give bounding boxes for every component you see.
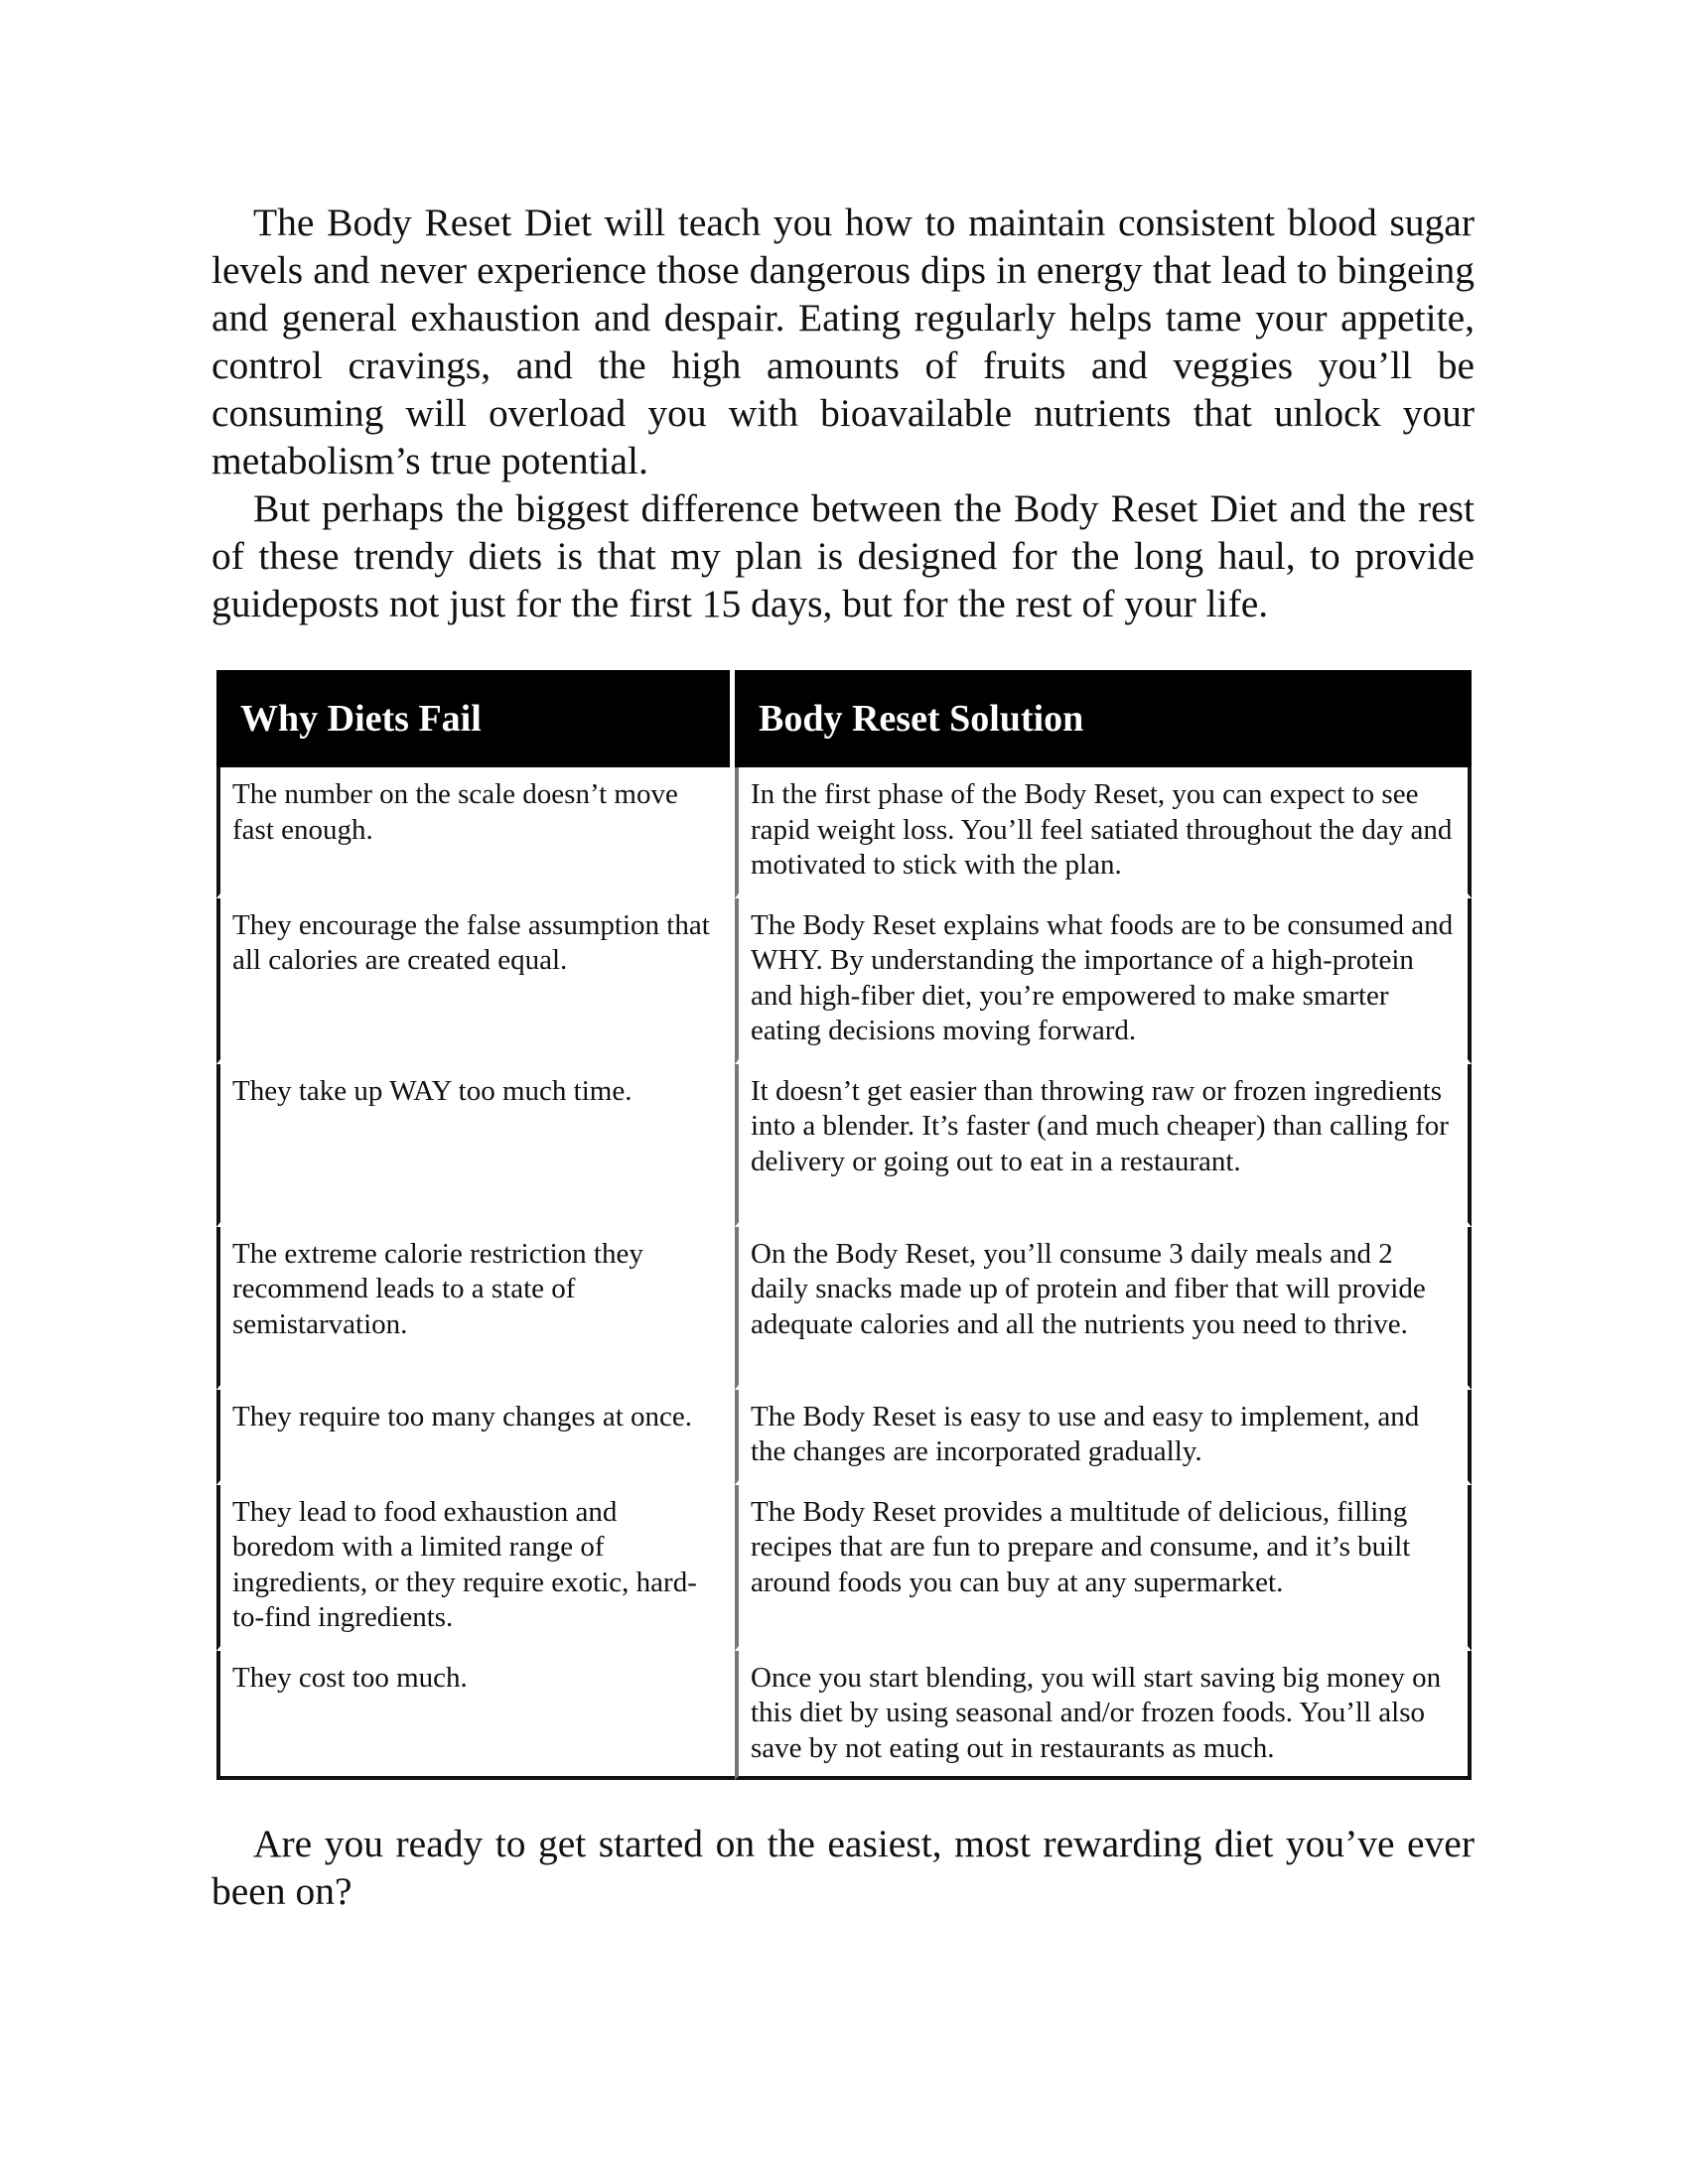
- intro-text: [211, 199, 1475, 627]
- fail-cell: They cost too much.: [216, 1651, 735, 1781]
- comparison-table: [216, 670, 1472, 1780]
- solution-cell: The Body Reset provides a multitude of delicious, filling recipes that are fun to prepare and consume, and it’s built around foods you can buy at any supermarket.: [735, 1485, 1472, 1651]
- solution-cell: The Body Reset explains what foods are to be consumed and WHY. By understanding the importance of a high-protein and high-fiber diet, you’re empowered to make smarter eating decisions moving forward.: [735, 898, 1472, 1064]
- fail-cell: The number on the scale doesn’t move fast enough.: [216, 767, 735, 898]
- table-row: [216, 1227, 1472, 1390]
- table-row: [216, 898, 1472, 1064]
- table-row: [216, 1485, 1472, 1651]
- fail-cell: They take up WAY too much time.: [216, 1064, 735, 1227]
- solution-cell: Once you start blending, you will start saving big money on this diet by using seasonal and/or frozen foods. You’ll also save by not eating out in restaurants as much.: [735, 1651, 1472, 1781]
- header-why-diets-fail: Why Diets Fail: [216, 670, 735, 767]
- solution-cell: On the Body Reset, you’ll consume 3 daily meals and 2 daily snacks made up of protein and fiber that will provide adequate calories and all the nutrients you need to thrive.: [735, 1227, 1472, 1390]
- table-row: [216, 1064, 1472, 1227]
- closing-text: [211, 1820, 1475, 1915]
- closing-paragraph: Are you ready to get started on the easiest, most rewarding diet you’ve ever been on?: [211, 1822, 1475, 1913]
- intro-paragraph-1: The Body Reset Diet will teach you how to maintain consistent blood sugar levels and never experience those dangerous dips in energy that lead to bingeing and general exhaustion and despair. Eating regularly helps tame your appetite, control cravings, and the high amounts of fruits and veggies you’ll be consuming will overload you with bioavailable nutrients that unlock your metabolism’s true potential.: [211, 201, 1475, 482]
- solution-cell: In the first phase of the Body Reset, you can expect to see rapid weight loss. You’ll feel satiated throughout the day and motivated to stick with the plan.: [735, 767, 1472, 898]
- solution-cell: It doesn’t get easier than throwing raw or frozen ingredients into a blender. It’s faster (and much cheaper) than calling for delivery or going out to eat in a restaurant.: [735, 1064, 1472, 1227]
- fail-cell: They lead to food exhaustion and boredom with a limited range of ingredients, or they require exotic, hard-to-find ingredients.: [216, 1485, 735, 1651]
- header-body-reset-solution: Body Reset Solution: [735, 670, 1472, 767]
- intro-paragraph-2: But perhaps the biggest difference between the Body Reset Diet and the rest of these trendy diets is that my plan is designed for the long haul, to provide guideposts not just for the first 15 days, but for the rest of your life.: [211, 486, 1475, 625]
- fail-cell: They encourage the false assumption that all calories are created equal.: [216, 898, 735, 1064]
- table-row: [216, 1390, 1472, 1485]
- solution-cell: The Body Reset is easy to use and easy to implement, and the changes are incorporated gradually.: [735, 1390, 1472, 1485]
- fail-cell: They require too many changes at once.: [216, 1390, 735, 1485]
- table-row: [216, 1651, 1472, 1781]
- table-row: [216, 767, 1472, 898]
- table-header-row: [216, 670, 1472, 767]
- fail-cell: The extreme calorie restriction they recommend leads to a state of semistarvation.: [216, 1227, 735, 1390]
